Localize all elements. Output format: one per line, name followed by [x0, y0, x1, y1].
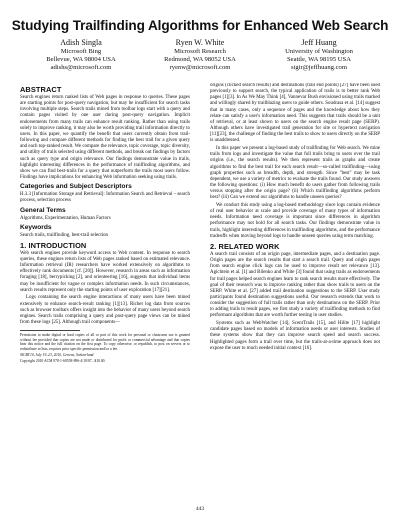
author-address: Bellevue, WA 98004 USA [46, 55, 116, 63]
author-name: Ryen W. White [175, 38, 225, 47]
categories-text: H.3.3 [Information Storage and Retrieval]: Information Search and Retrieval – search process, selection process [20, 192, 190, 204]
left-column [20, 83, 190, 505]
abstract-text: Search engines return ranked lists of Web pages in response to queries. These pages are starting points for post-query navigation, but may be insufficient for search tasks involving multiple steps. Search trails mined from toolbar logs start with a query and contain pages visited by one user during post-query navigation. Implicit endorsements from many trails can enhance result ranking. Rather than using trails solely to improve ranking, it may also be worth providing trail information directly to users. In this paper, we quantify the benefit that users currently obtain from trail-following and compare different methods for finding the best trail for a given query and each top-ranked result. We compare the relevance, topic coverage, topic diversity, and utility of trails selected using different methods, and break out findings by factors such as query type and origin relevance. Our findings demonstrate value in trails, highlight interesting differences in the performance of trailfinding algorithms, and show we can find best-trails for a query that outperform the trails most users follow. Findings have implications for enhancing Web information seeking using trails. [20, 95, 190, 181]
keywords-heading: Keywords [20, 223, 52, 231]
introduction-paragraph: In this paper we present a log-based study of trailfinding for Web search. We mine trails from logs and investigate the value that full trails bring to users over the trail origins (i.e., the search results). We then represent trails as graphs and create algorithms to find the best trail for each search result—so-called trailfinding—using graph properties such as breadth, depth, and strength. Since "best" may be task dependent, we use a variety of metrics to evaluate the trails found. Our study answers the following questions: (i) How much benefit do users gather from following trails versus stopping after the origin page? (ii) Which trailfinding algorithms perform best? (iii) Can we extend our algorithms to handle unseen queries? [210, 146, 380, 201]
author-email: sigir@jeffhuang.com [291, 63, 347, 71]
introduction-paragraph: Web search engines provide keyword access to Web content. In response to search queries, these engines return lists of Web pages ranked based on estimated relevance. Information retrieval (IR) researchers have worked extensively on algorithms to effectively rank documents [cf. [20]]. However, research in areas such as information foraging [18], berrypicking [2], and orienteering [16], suggests that individual items may be insufficient for vague or complex information needs. In such circumstances, search results represent only the starting points of user exploration [17][21]. [20, 250, 190, 293]
author-block [22, 38, 378, 72]
introduction-paragraph: We conduct this study using a log-based methodology since logs contain evidence of real user behavior at scale and provide coverage of many types of information needs. Information need coverage is important since differences in algorithm performance may not hold for all search tasks. Our findings demonstrate value in trails, highlight interesting differences in trailfinding algorithms, and the performance tradeoffs when moving beyond logs to handle unseen queries using term matching. [210, 202, 380, 239]
related-work-paragraph: A search trail consists of an origin page, intermediate pages, and a destination page. Origin pages are the search results that start a search trail. Query and origin pages from search engine click logs can be used to improve result set relevance [13]. Agichtein et al. [1] and Bilenko and White [3] found that using trails as endorsements for trail pages helped search engines learn to rank search results more effectively. The goal of their research was to improve ranking rather than show trails to users on the SERP. White et al. [27] added trail destination suggestions to the SERP. User study participants found destination suggestions useful. Our research extends that work to consider the suggestion of full trails rather than only destinations on the SERP. Prior to adding trails to result pages, we first study a variety of trailfinding methods to find performant algorithms that are worth further testing in user studies. [210, 251, 380, 319]
author-3 [260, 38, 378, 72]
general-terms-heading: General Terms [20, 206, 66, 214]
permission-footnote: Permission to make digital or hard copies of all or part of this work for personal or classroom use is granted without fee provided that copies are not made or distributed for profit or commercial advantage and that copies bear this notice and the full citation on the first page. To copy otherwise, or republish, to post on servers or to redistribute to lists, requires prior specific permission and/or a fee. [20, 333, 190, 351]
author-email: ryenw@microsoft.com [169, 63, 231, 71]
introduction-paragraph: Logs containing the search engine interactions of many users have been mined extensively to enhance search-result ranking [1][13]. Richer log data from sources such as browser toolbars offers insight into the behavior of many users beyond search engines. Search trails comprising a query and post-query page views can be mined from these logs [25]. Although trail components— [20, 295, 190, 326]
introduction-heading: 1. INTRODUCTION [20, 240, 87, 250]
author-address: Redmond, WA 98052 USA [164, 55, 236, 63]
categories-heading: Categories and Subject Descriptors [20, 183, 132, 191]
copyright-footnote: Copyright 2010 ACM 978-1-60558-896-4/10/07...$10.00. [20, 359, 106, 364]
paper-title: Studying Trailfinding Algorithms for Enhanced Web Search [11, 18, 389, 33]
introduction-paragraph: origins (clicked search results) and destinations (trail end points) [27] have been used previously to support search, the typical application of trails is to better rank Web pages [1][3]. In As We May Think [4], Vannevar Bush envisioned using trails marked and willingly shared by trailblazing users to guide others. Soudrasa et al. [14] suggest that in many cases, only a sequence of pages and the knowledge about how they relate can satisfy a user's information need. This suggests that trails should be a unit of retrieval, or at least shown to users on the search engine result page (SERP). Although others have investigated trail generation for site or hypertext navigation [11][23], the challenge of finding the best trails to show to users directly on the SERP is unaddressed. [210, 83, 380, 144]
abstract-heading: ABSTRACT [20, 85, 62, 94]
related-work-paragraph: Systems such as WebWatcher [14], ScentTrails [15], and Hilite [17] highlight candidate pages based on models of information needs or user interests. Studies of these systems show that they can improve search speed and search success. Highlighted pages form a trail over time, but the trails-at-a-time approach does not expose the user to much needed initial context [16]. [210, 321, 380, 351]
author-address: Seattle, WA 98195 USA [287, 55, 351, 63]
author-1 [22, 38, 140, 72]
related-work-heading: 2. RELATED WORK [210, 241, 280, 251]
page-number: 443 [195, 506, 205, 512]
author-affiliation: University of Washington [285, 47, 353, 55]
author-name: Jeff Huang [301, 38, 337, 47]
author-affiliation: Microsoft Bing [60, 47, 102, 55]
right-column [210, 83, 380, 505]
footnote-rule [20, 330, 80, 331]
conference-footnote: SIGIR'10, July 19–23, 2010, Geneva, Switzerland. [20, 353, 95, 358]
author-2 [141, 38, 259, 72]
author-name: Adish Singla [60, 38, 102, 47]
author-email: adishs@microsoft.com [50, 63, 112, 71]
keywords-text: Search trails, trailfinding, best-trail selection [20, 232, 109, 238]
author-affiliation: Microsoft Research [174, 47, 226, 55]
general-terms-text: Algorithms, Experimentation, Human Factors [20, 215, 111, 221]
